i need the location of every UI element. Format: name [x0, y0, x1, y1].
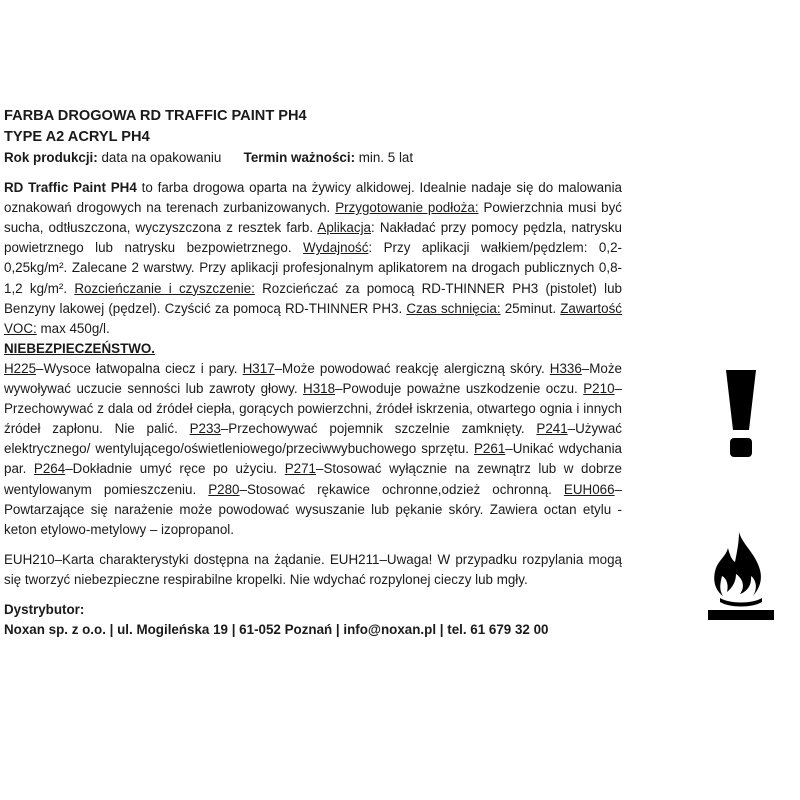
flame-icon — [706, 530, 776, 622]
code-euh066: EUH066 — [563, 481, 615, 497]
production-label: Rok produkcji: — [4, 150, 98, 165]
hazard-paragraph — [4, 359, 622, 540]
expiry-value: min. 5 lat — [355, 150, 414, 165]
code-p280: P280 — [208, 481, 240, 497]
thin-label: Rozcieńczanie i czyszczenie: — [74, 280, 255, 296]
app-label: Aplikacja — [317, 220, 371, 236]
yield-text: : Przy aplikacji wałkiem/pędzlem: 0,2-0,25kg/m². Zalecane 2 warstwy. Przy aplikacji profesjonalnym aplikatorem na drogach publicznych 0,8-1,2 kg/m². — [4, 240, 622, 296]
text-p271: –Stosować wyłącznie na zewnątrz lub w dobrze wentylowanym pomieszczeniu. — [4, 461, 622, 497]
euh-note: EUH210–Karta charakterystyki dostępna na żądanie. EUH211–Uwaga! W przypadku rozpylania mogą się tworzyć niebezpieczne respirabilne kropelki. Nie wdychać rozpylonej cieczy lub mgły. — [4, 551, 622, 587]
code-p210: P210 — [583, 381, 615, 397]
production-value: data na opakowaniu — [97, 150, 222, 165]
text-p241: –Używać elektrycznego/ wentylującego/oświetleniowego/przeciwwybuchowego sprzętu. — [4, 421, 622, 457]
text-h225: –Wysoce łatwopalna ciecz i pary. — [36, 360, 243, 376]
text-p261: –Unikać wdychania par. — [4, 441, 622, 477]
app-text: : Nakładać przy pomocy pędzla, natrysku powietrznego lub natrysku bezpowietrznego. — [4, 220, 622, 256]
text-p233: –Przechowywać pojemnik szczelnie zamknięty. — [220, 421, 537, 437]
title-line-2: TYPE A2 ACRYL PH4 — [4, 129, 150, 145]
code-p233: P233 — [189, 421, 221, 437]
text-p264: –Dokładnie umyć ręce po użyciu. — [65, 461, 285, 477]
hazard-heading: NIEBEZPIECZEŃSTWO. — [4, 340, 156, 356]
production-info — [4, 148, 622, 168]
distributor-heading: Dystrybutor: — [4, 601, 85, 617]
exclamation-icon — [722, 368, 760, 458]
expiry-label: Termin ważności: — [243, 150, 356, 165]
dry-text: 25minut. — [500, 300, 561, 316]
spacer — [4, 540, 622, 550]
yield-label: Wydajność — [303, 240, 369, 256]
text-euh066: –Powtarzające się narażenie może powodować wysuszanie lub pękanie skóry. Zawiera octan etylu - keton etylowo-metylowy – izopropanol. — [4, 481, 622, 537]
prep-text: Powierzchnia musi być sucha, odtłuszczona, wyczyszczona z resztek farb. — [4, 200, 622, 236]
voc-text: max 450g/l. — [36, 320, 110, 336]
dry-label: Czas schnięcia: — [406, 300, 501, 316]
code-h317: H317 — [242, 360, 275, 376]
voc-label: Zawartość VOC: — [4, 300, 622, 336]
prep-label: Przygotowanie podłoża: — [335, 200, 479, 216]
intro-text: to farba drogowa oparta na żywicy alkidowej. Idealnie nadaje się do malowania oznakowań drogowych na terenach zurbanizowanych. — [4, 180, 622, 216]
code-p264: P264 — [33, 461, 66, 477]
text-h336: –Może wywoływać uczucie senności lub zawroty głowy. — [4, 360, 622, 397]
product-name: RD Traffic Paint PH4 — [4, 180, 137, 196]
code-h318: H318 — [303, 381, 336, 397]
code-p261: P261 — [474, 441, 506, 457]
text-h317: –Może powodować reakcję alergiczną skóry. — [274, 360, 550, 376]
product-label — [4, 106, 622, 640]
spacer — [4, 590, 622, 600]
text-p280: –Stosować rękawice ochronne,odzież ochronną. — [239, 481, 564, 497]
distributor-details: Noxan sp. z o.o. | ul. Mogileńska 19 | 61-052 Poznań | info@noxan.pl | tel. 61 679 32 00 — [4, 622, 549, 638]
code-p241: P241 — [536, 421, 568, 437]
thin-text: Rozcieńczać za pomocą RD-THINNER PH3 (pistolet) lub Benzyny lakowej (pędzel). Czyścić za pomocą RD-THINNER PH3. — [4, 280, 622, 316]
description-paragraph — [4, 178, 622, 339]
code-h336: H336 — [549, 360, 582, 376]
title-line-1: FARBA DROGOWA RD TRAFFIC PAINT PH4 — [4, 108, 307, 124]
code-p271: P271 — [284, 461, 316, 477]
text-h318: –Powoduje poważne uszkodzenie oczu. — [335, 381, 584, 397]
spacer — [4, 168, 622, 178]
code-h225: H225 — [4, 360, 37, 376]
text-p210: –Przechowywać z dala od źródeł ciepła, gorących powierzchni, źródeł iskrzenia, otwartego ognia i innych źródeł zapłonu. Nie palić. — [4, 381, 622, 437]
